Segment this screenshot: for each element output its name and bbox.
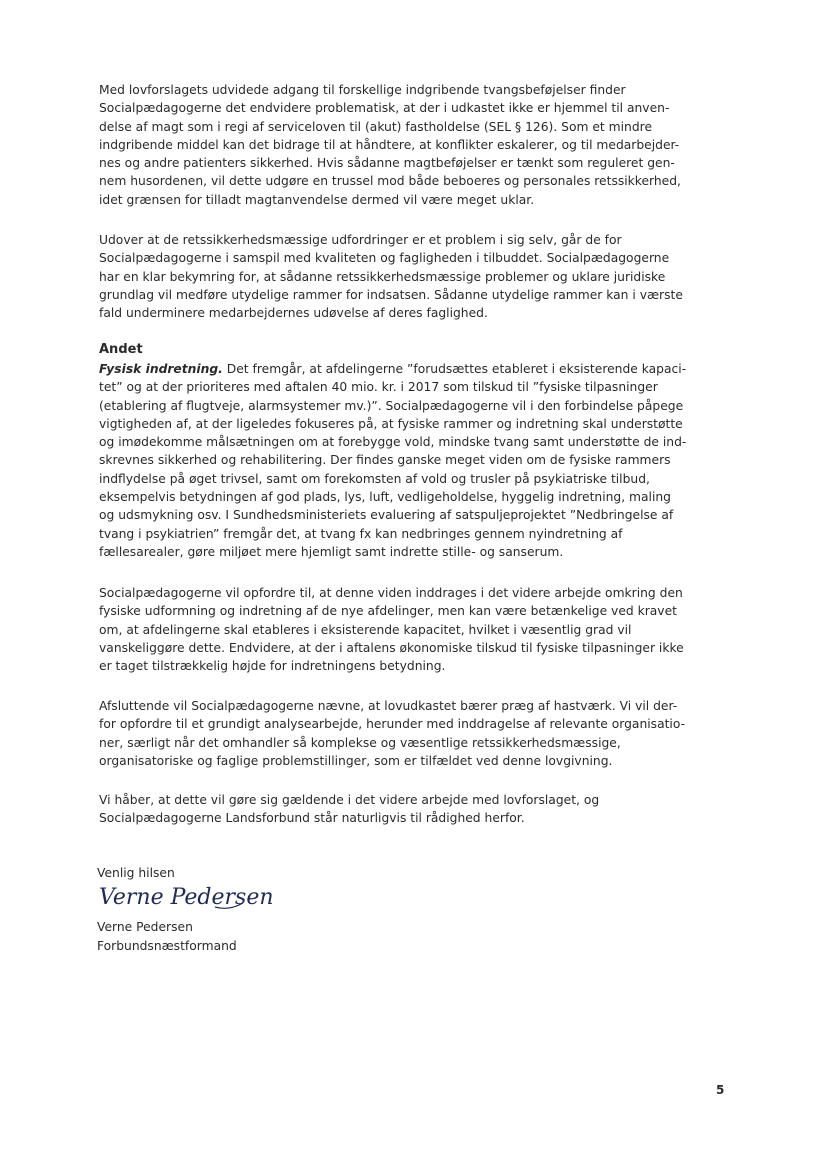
lead-in: Fysisk indretning.	[99, 362, 223, 376]
text-line: om, at afdelingerne skal etableres i eksisterende kapacitet, hvilket i væsentlig grad vil	[99, 622, 632, 637]
text-line: indgribende middel kan det bidrage til at håndtere, at konflikter eskalerer, og til medarbejder-	[99, 137, 680, 152]
signature-script: Verne Pedersen	[99, 885, 274, 910]
text-line: skrevnes sikkerhed og rehabilitering. Der findes ganske meget viden om de fysiske rammers	[99, 453, 671, 468]
signatory-name: Verne Pedersen	[97, 920, 193, 934]
text-line: eksempelvis betydningen af god plads, lys, luft, vedligeholdelse, hyggelig indretning, maling	[99, 490, 671, 505]
text-line: Socialpædagogerne Landsforbund står naturligvis til rådighed herfor.	[99, 811, 525, 826]
text-line: ner, særligt når det omhandler så komplekse og væsentlige retssikkerhedsmæssige,	[99, 735, 621, 750]
text-line: nem husordenen, vil dette udgøre en trussel mod både beboeres og personales retssikkerhed,	[99, 174, 681, 189]
text-line: indflydelse på øget trivsel, samt om forekomsten af vold og trusler på psykiatriske tilbud,	[99, 471, 650, 486]
paragraph-3	[99, 360, 686, 561]
text-line: fællesarealer, gøre miljøet mere hjemligt samt indrette stille- og sanserum.	[99, 544, 564, 559]
text-line: nes og andre patienters sikkerhed. Hvis sådanne magtbeføjelser er tænkt som reguleret gen-	[99, 156, 675, 171]
text-line: vanskeliggøre dette. Endvidere, at der i aftalens økonomiske tilskud til fysiske tilpasninger ikke	[99, 640, 684, 655]
paragraph-6	[99, 791, 599, 828]
text-line: Vi håber, at dette vil gøre sig gældende i det videre arbejde med lovforslaget, og	[99, 793, 600, 807]
text-line: Afsluttende vil Socialpædagogerne nævne, at lovudkastet bærer præg af hastværk. Vi vil der-	[99, 699, 678, 713]
handwritten-signature	[97, 877, 274, 917]
text-line: for opfordre til et grundigt analysearbejde, herunder med inddragelse af relevante organisatio-	[99, 717, 686, 732]
paragraph-4	[99, 584, 684, 675]
text-line: fysiske udformning og indretning af de nye afdelinger, men kan være betænkelige ved kravet	[99, 604, 677, 619]
text-line: Socialpædagogerne i samspil med kvaliteten og fagligheden i tilbuddet. Socialpædagogerne	[99, 251, 670, 266]
text-line: Socialpædagogerne vil opfordre til, at denne viden inddrages i det videre arbejde omkring den	[99, 586, 683, 600]
text-line: (etablering af flugtveje, alarmsystemer mv.)”. Socialpædagogerne vil i den forbindelse påpege	[99, 398, 684, 413]
signatory-block	[97, 918, 237, 955]
text-line: Socialpædagogerne det endvidere problematisk, at der i udkastet ikke er hjemmel til anven-	[99, 101, 670, 116]
closing-greeting: Venlig hilsen	[97, 866, 175, 880]
text-line: og imødekomme målsætningen om at forebygge vold, mindske tvang samt understøtte de ind-	[99, 435, 687, 450]
section-heading: Andet	[99, 342, 143, 357]
text-line: Med lovforslagets udvidede adgang til forskellige indgribende tvangsbeføjelser finder	[99, 83, 626, 97]
text-line: og udsmykning osv. I Sundhedsministeriets evaluering af satspuljeprojektet ”Nedbringelse af	[99, 508, 674, 523]
paragraph-2	[99, 231, 683, 322]
signatory-title: Forbundsnæstformand	[97, 938, 237, 953]
text-line: organisatoriske og faglige problemstillinger, som er tilfældet ved denne lovgivning.	[99, 753, 613, 768]
text-line: er taget tilstrækkelig højde for indretningens betydning.	[99, 659, 446, 674]
text-line: Udover at de retssikkerhedsmæssige udfordringer er et problem i sig selv, går de for	[99, 233, 622, 247]
text-line: vigtigheden af, at der ligeledes fokuseres på, at fysiske rammer og indretning skal understøtte	[99, 416, 683, 431]
paragraph-1	[99, 81, 681, 209]
text-line: tvang i psykiatrien” fremgår det, at tvang fx kan nedbringes gennem nyindretning af	[99, 526, 623, 541]
paragraph-5	[99, 697, 685, 770]
text-line	[99, 360, 686, 378]
text-line: grundlag vil medføre utydelige rammer for indsatsen. Sådanne utydelige rammer kan i værste	[99, 287, 683, 302]
text-line: tet” og at der prioriteres med aftalen 40 mio. kr. i 2017 som tilskud til ”fysiske tilpasninger	[99, 380, 658, 395]
text-line: har en klar bekymring for, at sådanne retssikkerhedsmæssige problemer og uklare juridiske	[99, 269, 666, 284]
page-number: 5	[716, 1083, 725, 1097]
lead-in-rest: Det fremgår, at afdelingerne ”forudsættes etableret i eksisterende kapaci-	[222, 362, 687, 376]
text-line: fald underminere medarbejdernes udøvelse af deres faglighed.	[99, 306, 488, 321]
text-line: delse af magt som i regi af serviceloven til (akut) fastholdelse (SEL § 126). Som et mindre	[99, 119, 653, 134]
text-line: idet grænsen for tilladt magtanvendelse dermed vil være meget uklar.	[99, 192, 535, 207]
